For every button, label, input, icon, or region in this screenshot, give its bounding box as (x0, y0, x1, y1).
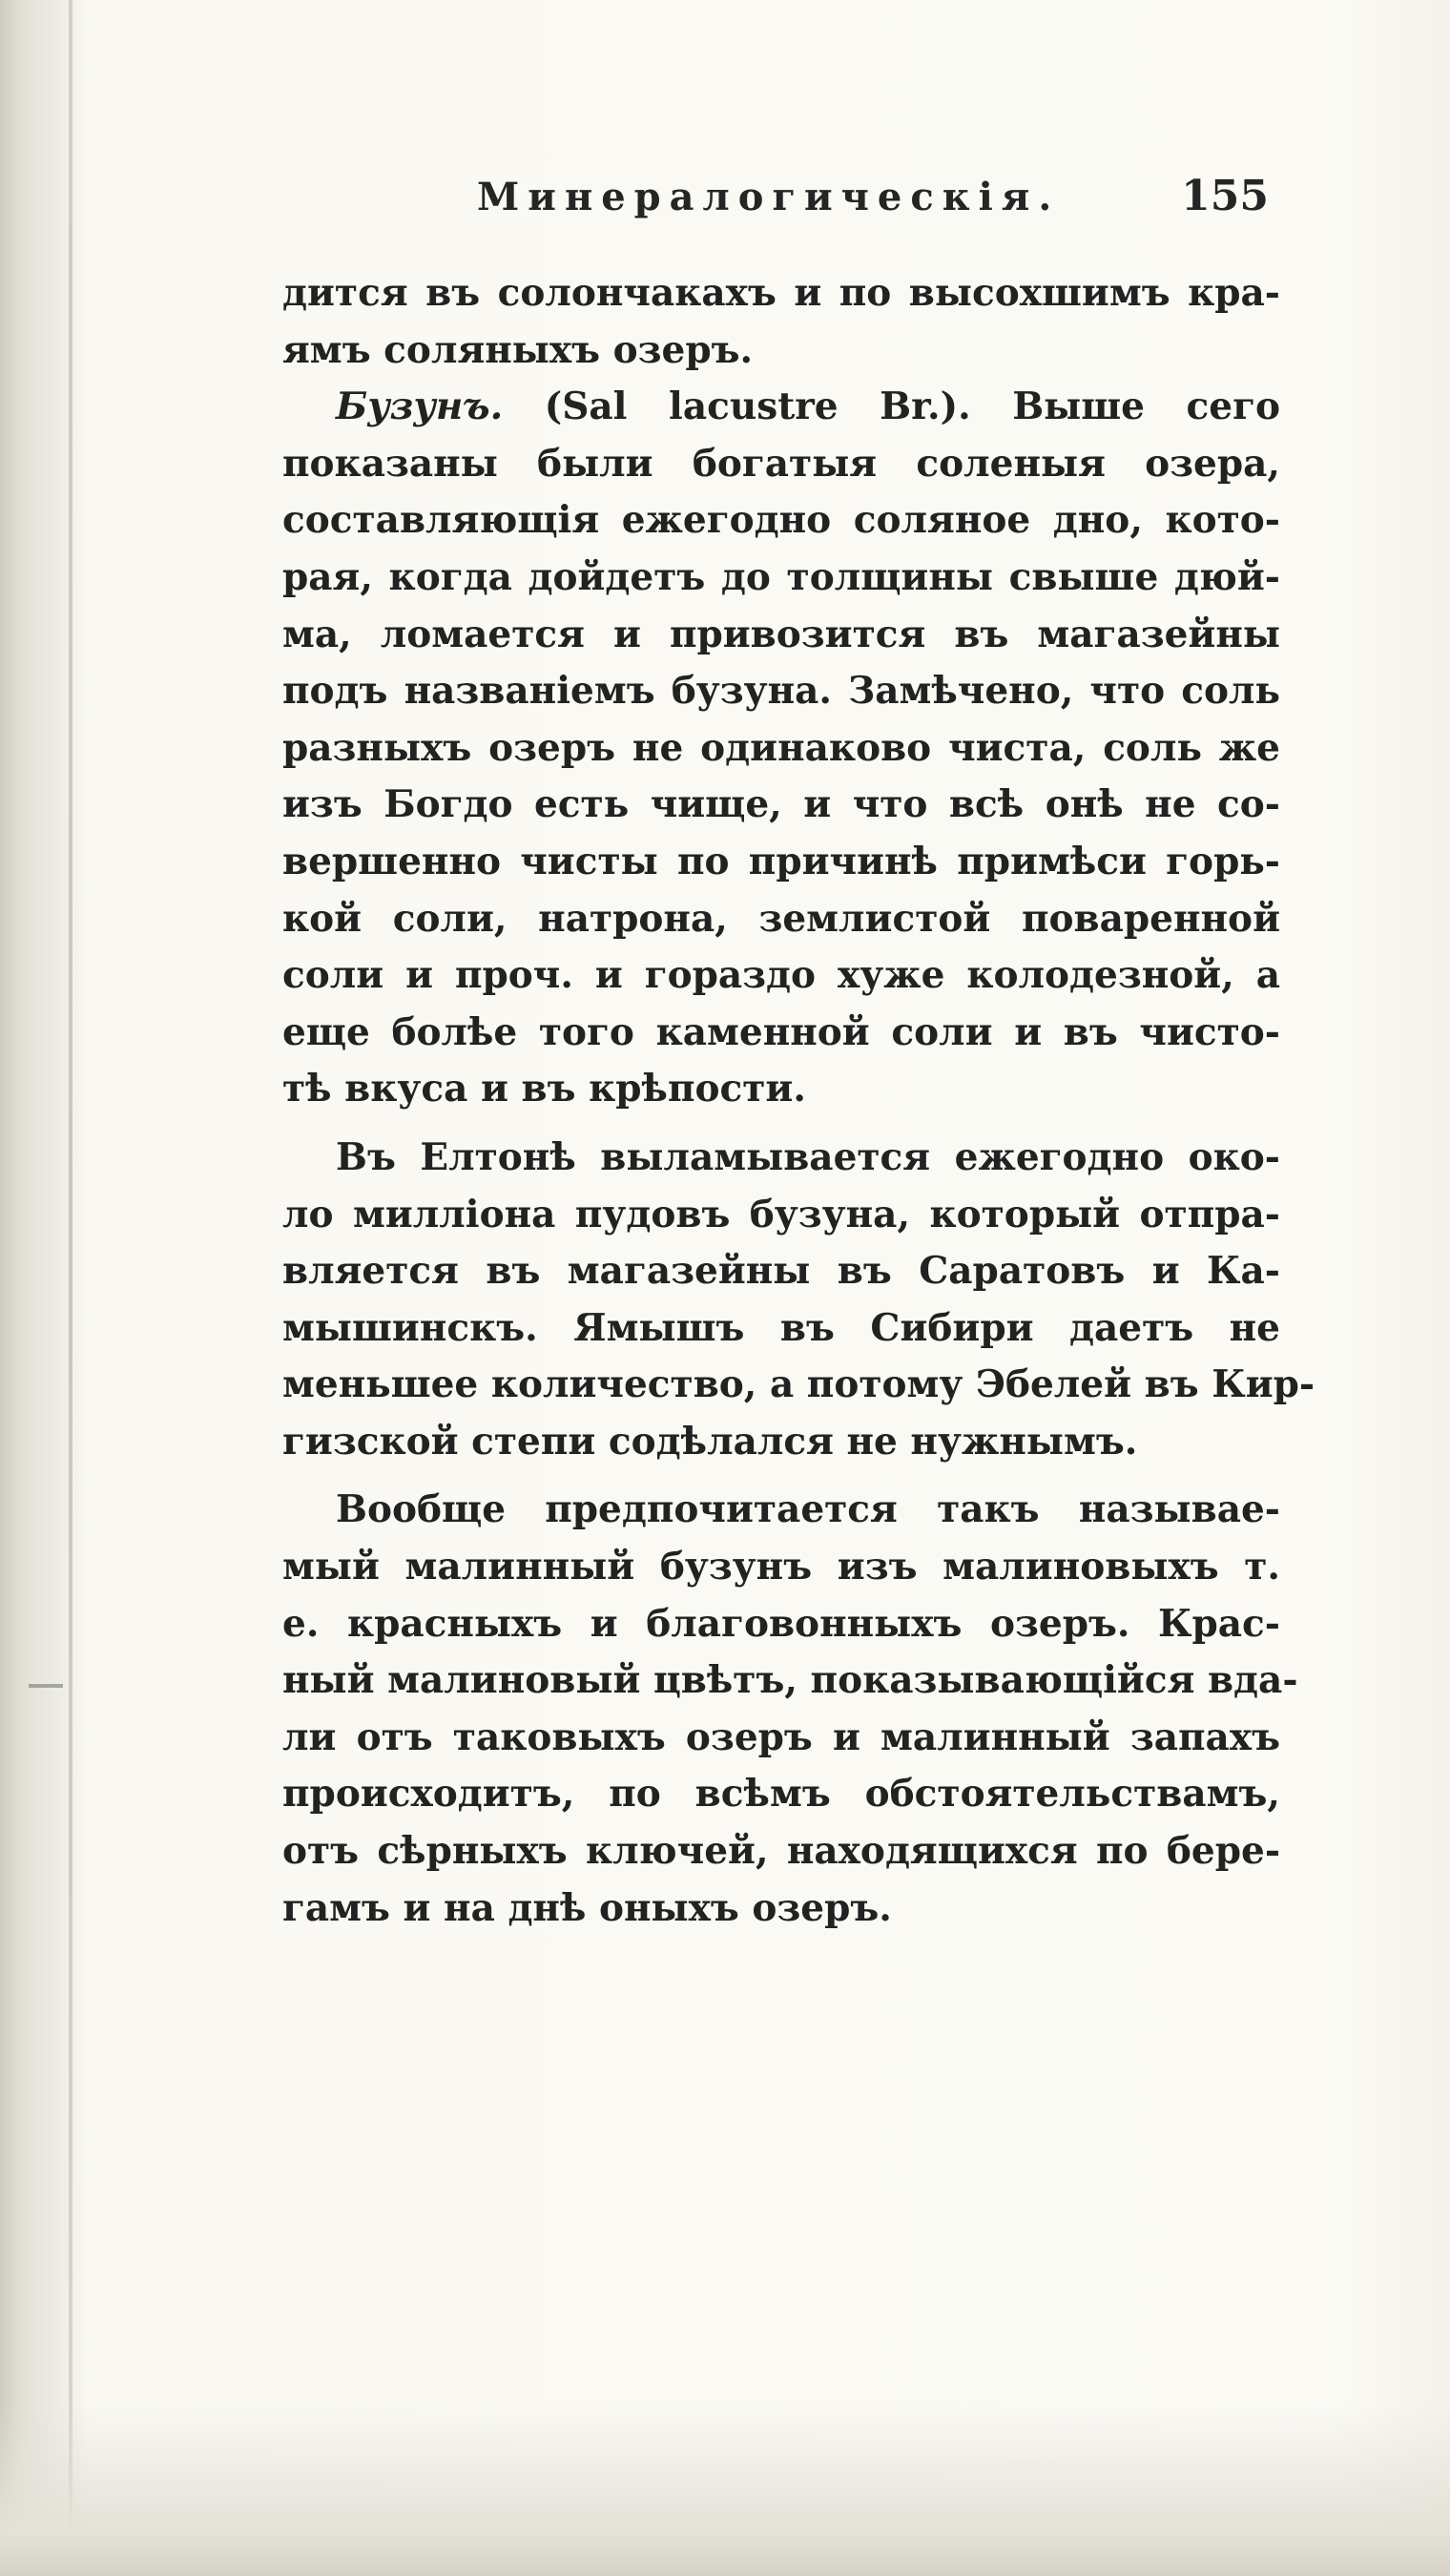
text-line: тѣ вкуса и въ крѣпости. (282, 1067, 806, 1111)
page-number: 155 (1181, 172, 1269, 220)
text-line: Вообще предпочитается такъ называе- (336, 1487, 1280, 1532)
text-line: дится въ солончакахъ и по высохшимъ кра- (282, 271, 1280, 315)
text-line: меньшее количество, а потому Эбелей въ Кир- (282, 1362, 1315, 1407)
text-line: ямъ соляныхъ озеръ. (282, 327, 754, 372)
text-line: подъ названіемъ бузуна. Замѣчено, что соль (282, 669, 1280, 714)
text-line: рая, когда дойдетъ до толщины свыше дюй- (282, 554, 1280, 599)
page-bottom-shadow (0, 2404, 1450, 2576)
body-text (282, 265, 1315, 1937)
text-line: гамъ и на днѣ оныхъ озеръ. (282, 1885, 892, 1930)
text-line: вершенно чисты по причинѣ примѣси горь- (282, 839, 1280, 883)
text-line (282, 379, 1280, 436)
text-line: гизской степи содѣлался не нужнымъ. (282, 1419, 1138, 1464)
text-line: мый малинный бузунъ изъ малиновыхъ т. (282, 1545, 1280, 1589)
italic-term: Бузунъ. (336, 384, 504, 429)
text-line: составляющія ежегодно соляное дно, кото- (282, 498, 1280, 543)
text-line: соли и проч. и гораздо хуже колодезной, а (282, 953, 1280, 998)
text-line: происходитъ, по всѣмъ обстоятельствамъ, (282, 1772, 1280, 1817)
binding-shadow (0, 0, 91, 2576)
text-line: еще болѣе того каменной соли и въ чисто- (282, 1009, 1280, 1054)
margin-mark (29, 1684, 63, 1697)
text-line: е. красныхъ и благовонныхъ озеръ. Крас- (282, 1601, 1280, 1646)
text-line: ный малиновый цвѣтъ, показывающійся вда- (282, 1658, 1298, 1703)
text-line: кой соли, натрона, землистой поваренной (282, 896, 1280, 941)
text-line: ма, ломается и привозится въ магазейны (282, 612, 1280, 656)
text-line: Въ Елтонѣ выламывается ежегодно око- (336, 1134, 1280, 1179)
running-title: Минералогическія. (477, 175, 1061, 219)
running-head (477, 172, 1269, 220)
text-line: изъ Богдо есть чище, и что всѣ онѣ не со- (282, 782, 1280, 827)
text-line: вляется въ магазейны въ Саратовъ и Ка- (282, 1249, 1280, 1294)
text-line: ло милліона пудовъ бузуна, который отпра- (282, 1192, 1280, 1236)
text-line: разныхъ озеръ не одинаково чиста, соль же (282, 725, 1280, 770)
binding-crease (69, 0, 72, 2576)
text-line: ли отъ таковыхъ озеръ и малинный запахъ (282, 1714, 1280, 1759)
text-line: мышинскъ. Ямышъ въ Сибири даетъ не (282, 1305, 1280, 1350)
text-line: отъ сѣрныхъ ключей, находящихся по бере- (282, 1829, 1280, 1874)
text-line: показаны были богатыя соленыя озера, (282, 441, 1280, 486)
text-line-rest: (Sal lacustre Br.). Выше сего (544, 384, 1281, 429)
